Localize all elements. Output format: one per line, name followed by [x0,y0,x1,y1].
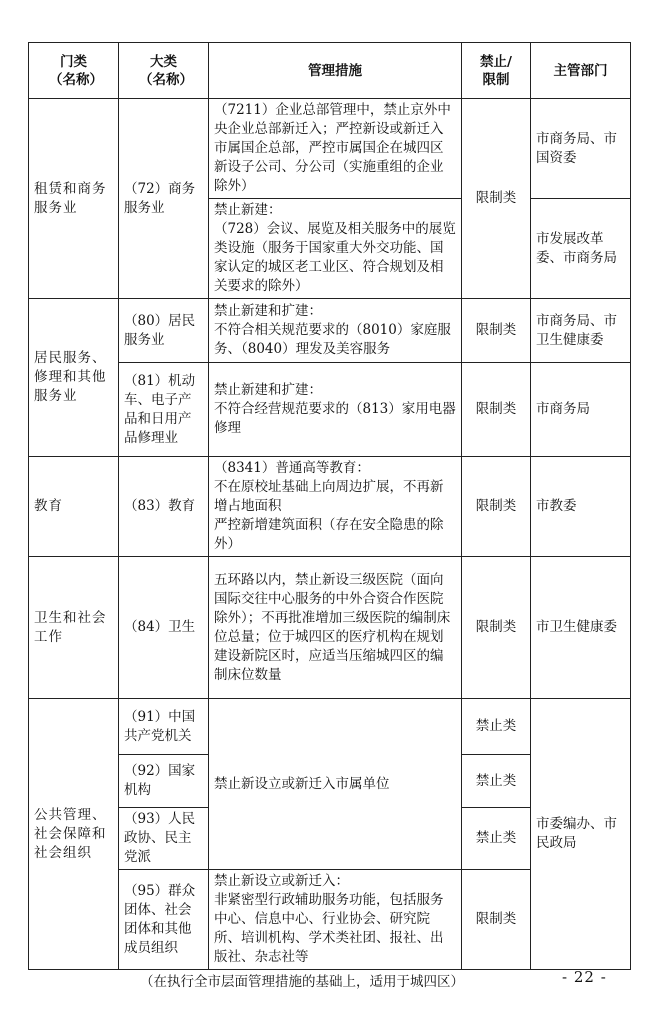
da-cell: （80）居民服务业 [119,299,209,363]
table-row [29,557,631,699]
cuoshi-line: 禁止新建和扩建： [214,382,322,398]
management-measures-table [28,42,631,970]
table-row [29,99,631,199]
header-da: 大类（名称） [119,43,209,99]
bumen-cell: 市商务局 [531,363,631,457]
header-jinzhi: 禁止/限制 [462,43,531,99]
da-cell: （93）人民政协、民主党派 [119,808,209,870]
cuoshi-line: 禁止新设立或新迁入： [214,873,349,889]
table-row [29,699,631,755]
cuoshi-line: 严控新增建筑面积（存在安全隐患的除外） [214,517,444,552]
jinzhi-cell: 限制类 [462,299,531,363]
men-cell: 租赁和商务服务业 [29,99,119,299]
table-header-row [29,43,631,99]
cuoshi-line: 禁止新建和扩建： [214,303,322,319]
table-row [29,299,631,363]
table-row [29,363,631,457]
jinzhi-cell: 禁止类 [462,755,531,808]
da-cell: （91）中国共产党机关 [119,699,209,755]
cuoshi-cell [209,870,462,970]
bumen-cell: 市商务局、市国资委 [531,99,631,199]
cuoshi-line: （728）会议、展览及相关服务中的展览类设施（服务于国家重大外交功能、国家认定的城区老工业区、符合规划及相关要求的除外） [214,221,456,294]
men-cell: 卫生和社会工作 [29,557,119,699]
header-men: 门类（名称） [29,43,119,99]
jinzhi-cell: 限制类 [462,363,531,457]
da-cell: （83）教育 [119,457,209,557]
cuoshi-line: 禁止新建： [214,202,282,218]
cuoshi-line: （8341）普通高等教育： [214,460,370,476]
footer-note: （在执行全市层面管理措施的基础上，适用于城四区） [140,974,464,990]
header-bumen: 主管部门 [531,43,631,99]
jinzhi-cell: 限制类 [462,99,531,299]
da-cell: （72）商务服务业 [119,99,209,299]
men-cell: 公共管理、社会保障和社会组织 [29,699,119,970]
table-row [29,457,631,557]
da-cell: （92）国家机构 [119,755,209,808]
cuoshi-cell [209,557,462,699]
header-cuoshi: 管理措施 [209,43,462,99]
cuoshi-cell [209,99,462,199]
cuoshi-line: （7211）企业总部管理中，禁止京外中央企业总部新迁入；严控新设或新迁入市属国企总部，严控市属国企在城四区新设子公司、分公司（实施重组的企业除外） [214,102,451,194]
bumen-cell: 市卫生健康委 [531,557,631,699]
bumen-cell: 市发展改革委、市商务局 [531,199,631,299]
cuoshi-line: 不符合经营规范要求的（813）家用电器修理 [214,401,456,436]
jinzhi-cell: 限制类 [462,870,531,970]
bumen-cell: 市委编办、市民政局 [531,699,631,970]
cuoshi-cell [209,457,462,557]
bumen-cell: 市商务局、市卫生健康委 [531,299,631,363]
da-cell: （84）卫生 [119,557,209,699]
cuoshi-line: 五环路以内，禁止新设三级医院（面向国际交往中心服务的中外合资合作医院除外）；不再批准增加三级医院的编制床位总量；位于城四区的医疗机构在规划建设新院区时，应适当压缩城四区的编制床位数量 [214,571,451,683]
da-cell: （81）机动车、电子产品和日用产品修理业 [119,363,209,457]
cuoshi-line: 非紧密型行政辅助服务功能，包括服务中心、信息中心、行业协会、研究院所、培训机构、学术类社团、报社、出版社、杂志社等 [214,892,444,965]
men-cell: 居民服务、修理和其他服务业 [29,299,119,457]
cuoshi-cell [209,363,462,457]
men-cell: 教育 [29,457,119,557]
cuoshi-cell [209,299,462,363]
cuoshi-cell: 禁止新设立或新迁入市属单位 [209,699,462,870]
jinzhi-cell: 禁止类 [462,808,531,870]
jinzhi-cell: 限制类 [462,557,531,699]
cuoshi-line: 不在原校址基础上向周边扩展，不再新增占地面积 [214,479,444,514]
cuoshi-cell [209,199,462,299]
jinzhi-cell: 限制类 [462,457,531,557]
jinzhi-cell: 禁止类 [462,699,531,755]
cuoshi-line: 不符合相关规范要求的（8010）家庭服务、（8040）理发及美容服务 [214,322,451,357]
bumen-cell: 市教委 [531,457,631,557]
page-number: - 22 - [562,968,607,986]
da-cell: （95）群众团体、社会团体和其他成员组织 [119,870,209,970]
